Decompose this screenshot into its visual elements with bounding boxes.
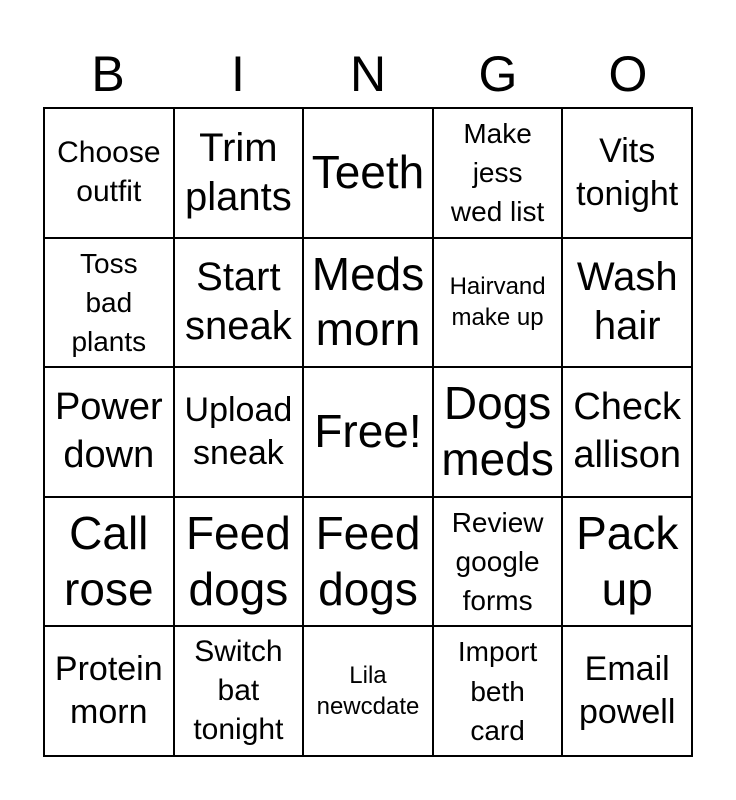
cell-text: Dogs meds — [441, 377, 554, 485]
cell-text: Trim plants — [185, 125, 292, 219]
bingo-cell[interactable] — [563, 498, 693, 628]
cell-text: Protein morn — [54, 650, 163, 732]
cell-text: Email powell — [579, 650, 676, 732]
bingo-cell[interactable] — [304, 109, 434, 239]
bingo-header — [43, 40, 693, 108]
bingo-cell[interactable] — [434, 239, 564, 369]
bingo-cell[interactable] — [563, 239, 693, 369]
cell-text: Lila newcdate — [316, 662, 420, 721]
bingo-cell[interactable] — [45, 498, 175, 628]
header-letter-b: B — [91, 46, 125, 102]
bingo-cell[interactable] — [563, 109, 693, 239]
header-letter-i: I — [231, 46, 245, 102]
bingo-cell[interactable] — [175, 239, 305, 369]
header-letter-o: O — [608, 46, 648, 102]
bingo-cell[interactable] — [563, 627, 693, 757]
bingo-cell[interactable] — [175, 627, 305, 757]
cell-text: Feed dogs — [185, 506, 291, 615]
cell-text: Call rose — [64, 506, 154, 615]
header-letter-g: G — [478, 46, 518, 102]
cell-text: Hairvand make up — [449, 273, 546, 332]
cell-text: Review google forms — [451, 506, 544, 617]
bingo-cell[interactable] — [45, 109, 175, 239]
header-letter-n: N — [349, 46, 387, 102]
bingo-cell[interactable] — [304, 498, 434, 628]
free-space-cell[interactable] — [304, 368, 434, 498]
cell-text: Start sneak — [185, 255, 292, 349]
cell-text: Power down — [54, 386, 163, 476]
bingo-cell[interactable] — [304, 627, 434, 757]
bingo-cell[interactable] — [434, 627, 564, 757]
cell-text: Teeth — [311, 145, 425, 198]
bingo-cell[interactable] — [45, 368, 175, 498]
cell-text: Make jess wed list — [450, 118, 545, 228]
cell-text: Vits tonight — [576, 131, 679, 213]
cell-text: Feed dogs — [315, 506, 421, 615]
cell-text: Import beth card — [457, 636, 538, 746]
bingo-cell[interactable] — [45, 627, 175, 757]
bingo-cell[interactable] — [434, 368, 564, 498]
cell-text: Check allison — [573, 386, 682, 476]
bingo-cell[interactable] — [563, 368, 693, 498]
bingo-cell[interactable] — [304, 239, 434, 369]
bingo-board — [43, 107, 693, 757]
bingo-cell[interactable] — [434, 109, 564, 239]
cell-text: Pack up — [576, 506, 679, 615]
cell-text: Toss bad plants — [71, 247, 147, 357]
bingo-cell[interactable] — [175, 109, 305, 239]
bingo-cell[interactable] — [175, 498, 305, 628]
cell-text: Choose outfit — [57, 136, 161, 208]
bingo-cell[interactable] — [434, 498, 564, 628]
cell-text: Wash hair — [576, 255, 678, 349]
bingo-cell[interactable] — [175, 368, 305, 498]
cell-text: Switch bat tonight — [193, 635, 284, 746]
bingo-cell[interactable] — [45, 239, 175, 369]
free-space-text: Free! — [314, 405, 422, 458]
cell-text: Upload sneak — [184, 391, 293, 472]
cell-text: Meds morn — [311, 247, 425, 356]
